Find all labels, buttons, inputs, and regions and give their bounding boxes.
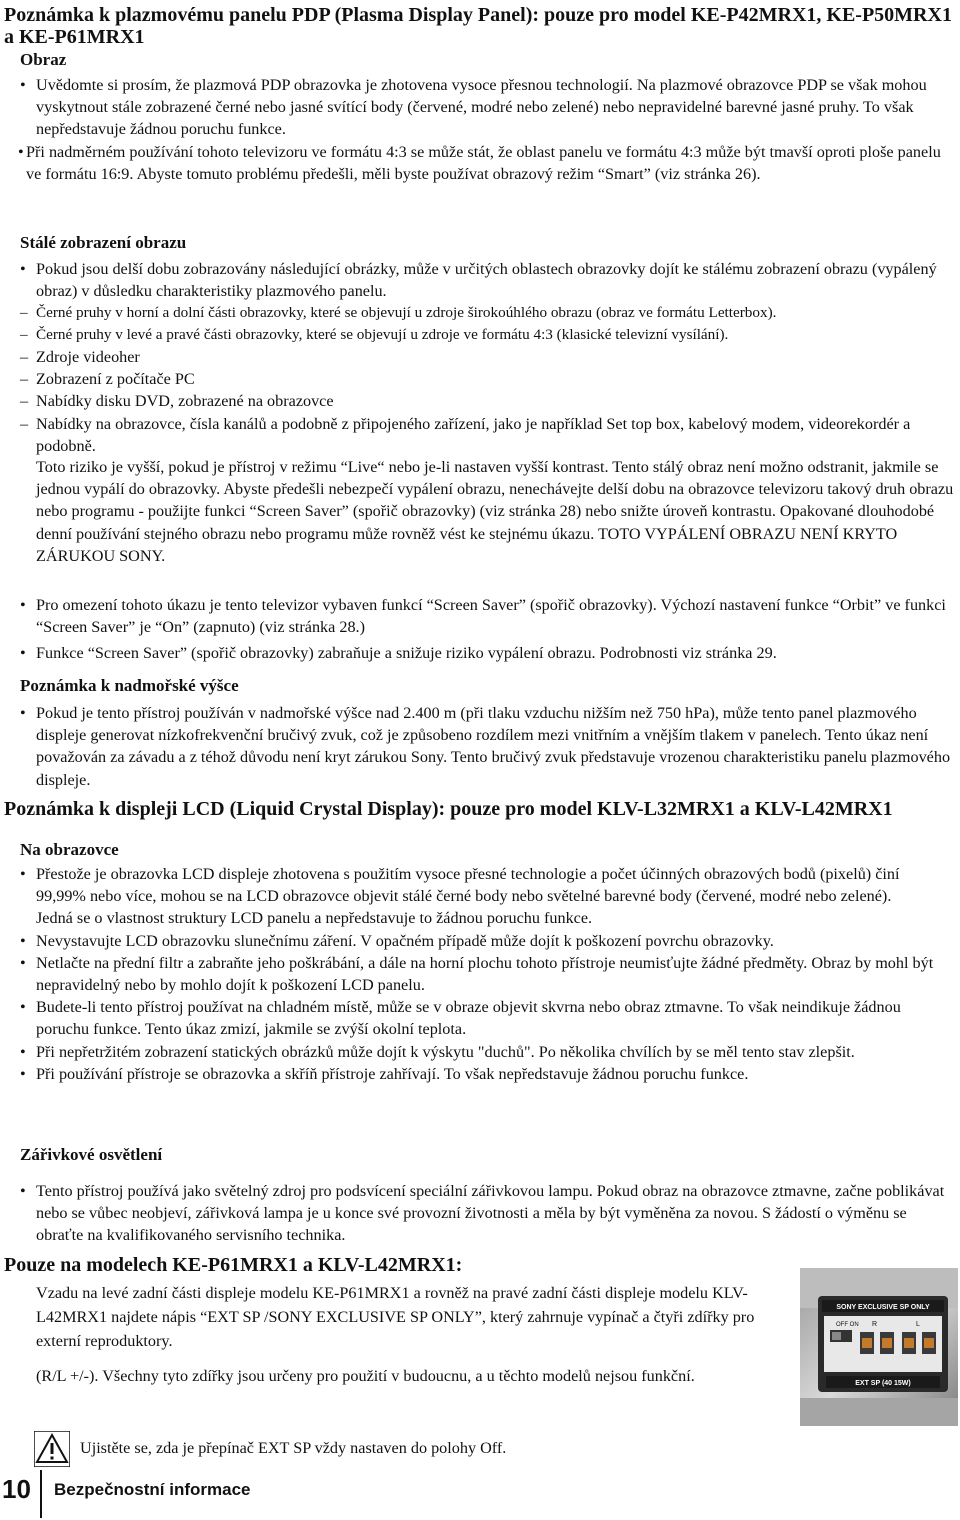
subheading-stale-zobrazeni: Stálé zobrazení obrazu (20, 233, 187, 252)
list-item: – Černé pruhy v horní a dolní části obrazovky, které se objevují u zdroje širokoúhlého obrazu (obraz ve formátu Letterbox). (20, 304, 777, 321)
warning-icon (34, 1431, 70, 1467)
subheading-zarivkove-osvetleni: Zářivkové osvětlení (20, 1145, 163, 1164)
stale-bullets (20, 594, 956, 665)
panel-switch-label: OFF ON (836, 1322, 859, 1328)
footer-divider (40, 1470, 42, 1518)
list-item: • Při nepřetržitém zobrazení statických obrázků může dojít k výskytu "duchů". Po několika chvílích by se měl tento stav zlepšit. (20, 1042, 855, 1061)
list-item: • Uvědomte si prosím, že plazmová PDP obrazovka je zhotovena vysoce přesnou technologií. Na plazmové obrazovce PDP se však mohou vyskytnout stále zobrazené černé nebo jasné svítící body (červené, modré nebo zelené) nebo nepravidelné barevné jasné pruhy. To však nepředstavuje žádnou poruchu funkce. (20, 76, 927, 139)
stale-paragraph: Toto riziko je vyšší, pokud je přístroj v režimu “Live“ nebo je-li nastaven vyšší kontrast. Tento stálý obraz není možno odstranit, jakmile se jednou vypálí do obrazovky. Abyste předešli nebezpečí vypálení obrazu, nenechávejte delší dobu na obrazovce televizoru takový druh obrazu nebo programu - použijte funkci “Screen Saver” (spořič obrazovky) (viz stránka 28) nebo snižte úroveň kontrastu. Opakované dlouhodobé denní používání stejného obrazu nebo programu může rovněž vést ke stejnému úkazu. TOTO VYPÁLENÍ OBRAZU NENÍ KRYTO ZÁRUKOU SONY. (36, 458, 954, 565)
vyska-list (20, 702, 956, 791)
panel-top-label: SONY EXCLUSIVE SP ONLY (836, 1304, 930, 1311)
section3-title: Pouze na modelech KE-P61MRX1 a KLV-L42MRX1: (4, 1254, 463, 1276)
panel-r-label: R (872, 1321, 878, 1328)
list-item: – Nabídky disku DVD, zobrazené na obrazovce (20, 392, 334, 411)
obraz-list (20, 74, 956, 185)
panel-bottom-label: EXT SP (40 15W) (855, 1380, 911, 1387)
zarivkove-list (20, 1180, 956, 1247)
list-item: – Zobrazení z počítače PC (20, 370, 195, 389)
list-item: • Funkce “Screen Saver” (spořič obrazovky) zabraňuje a snižuje riziko vypálení obrazu. Podrobnosti viz stránka 29. (20, 644, 777, 663)
list-item: • Tento přístroj používá jako světelný zdroj pro podsvícení speciální zářivkovou lampu. Pokud obraz na obrazovce ztmavne, začne poblikávat nebo se vůbec neobjeví, zářivková lampa je u konce své provozní životnosti a měla by být vyměněna za novou. S žádostí o výměnu se obraťte na kvalifikovaného servisního technika. (20, 1182, 945, 1245)
list-item: • Pokud jsou delší dobu zobrazovány následující obrázky, může v určitých oblastech obrazovky dojít ke stálému zobrazení obrazu (vypálený obraz) v důsledku charakteristiky plazmového panelu. (20, 260, 937, 301)
list-item: • Při nadměrném používání tohoto televizoru ve formátu 4:3 se může stát, že oblast panelu ve formátu 4:3 může být tmavší oproti ploše panelu ve formátu 16:9. Abyste tomuto problému předešli, měli byste používat obrazový režim “Smart” (viz stránka 26). (18, 142, 941, 183)
list-item: • Pro omezení tohoto úkazu je tento televizor vybaven funkcí “Screen Saver” (spořič obrazovky). Výchozí nastavení funkce “Orbit” ve funkci “Screen Saver” je “On” (zapnuto) (viz stránka 28.) (20, 596, 946, 637)
list-item: • Netlačte na přední filtr a zabraňte jeho poškrábání, a dále na horní plochu tohoto přístroje neumisťujte žádné předměty. Obraz by mohl být nepravidelný nebo by mohlo dojít k poškození LCD panelu. (20, 953, 934, 995)
list-item: – Černé pruhy v levé a pravé části obrazovky, které se objevují u zdroje ve formátu 4:3 (klasické televizní vysílání). (20, 326, 729, 343)
subheading-na-obrazovce: Na obrazovce (20, 840, 119, 859)
list-item: – Nabídky na obrazovce, čísla kanálů a podobně z připojeného zařízení, jako je například Set top box, kabelový modem, videorekordér a podobně. (20, 414, 911, 455)
list-item: • Budete-li tento přístroj používat na chladném místě, může se v obraze objevit skvrna nebo obraz ztmavne. To však neindikuje žádnou poruchu funkce. Tento úkaz zmizí, jakmile se zvýší okolní teplota. (20, 998, 901, 1039)
footer-label: Bezpečnostní informace (54, 1480, 251, 1499)
section3-paragraph-1: Vzadu na levé zadní části displeje modelu KE-P61MRX1 a rovněž na pravé zadní části displeje modelu KLV-L42MRX1 najdete nápis “EXT SP /SONY EXCLUSIVE SP ONLY”, který zahrnuje vypínač a čtyři zdířky pro externí reproduktory. (36, 1284, 755, 1350)
list-item: • Pokud je tento přístroj používán v nadmořské výšce nad 2.400 m (při tlaku vzduchu nižším než 750 hPa), může tento panel plazmového displeje generovat nízkofrekvenční bručivý zvuk, což je způsobeno rozdílem mezi vnitřním a vnějším tlakem v panelech. Tento úkaz není považován za závadu a z téhož důvodu není kryt zárukou Sony. Tento bručivý zvuk představuje vrozenou charakteristiku panelu plazmového displeje. (20, 704, 951, 789)
lcd-list (20, 863, 956, 1085)
section3-paragraph-2: (R/L +/-). Všechny tyto zdířky jsou určeny pro použití v budoucnu, a u těchto modelů nejsou funkční. (36, 1367, 695, 1385)
list-item: – Zdroje videoher (20, 348, 140, 366)
list-item: • Přestože je obrazovka LCD displeje zhotovena s použitím vysoce přesné technologie a počet účinných obrazových bodů (pixelů) činí 99,99% nebo více, mohou se na LCD obrazovce objevit stálé černé body nebo světelné barevné body (červené, modré nebo zelené). Jedná se o vlastnost struktury LCD panelu a nepředstavuje to žádnou poruchu funkce. (20, 865, 900, 928)
stale-intro (20, 258, 956, 302)
ext-sp-panel-photo (800, 1268, 958, 1426)
panel-l-label: L (916, 1321, 920, 1328)
section2-title: Poznámka k displeji LCD (Liquid Crystal Display): pouze pro model KLV-L32MRX1 a KLV-L42MRX1 (4, 798, 893, 820)
page-number: 10 (2, 1474, 31, 1504)
stale-dash-list (20, 302, 956, 457)
subheading-obraz: Obraz (20, 50, 67, 69)
section1-title: Poznámka k plazmovému panelu PDP (Plasma Display Panel): pouze pro model KE-P42MRX1, KE-P50MRX1 a KE-P61MRX1 (4, 4, 952, 48)
list-item: • Při používání přístroje se obrazovka a skříň přístroje zahřívají. To však nepředstavuje žádnou poruchu funkce. (20, 1064, 749, 1083)
subheading-nadmorska-vyska: Poznámka k nadmořské výšce (20, 676, 239, 695)
warning-text: Ujistěte se, zda je přepínač EXT SP vždy nastaven do polohy Off. (80, 1439, 507, 1457)
ext-sp-panel-image (800, 1268, 958, 1426)
list-item: • Nevystavujte LCD obrazovku slunečnímu záření. V opačném případě může dojít k poškození povrchu obrazovky. (20, 931, 774, 950)
